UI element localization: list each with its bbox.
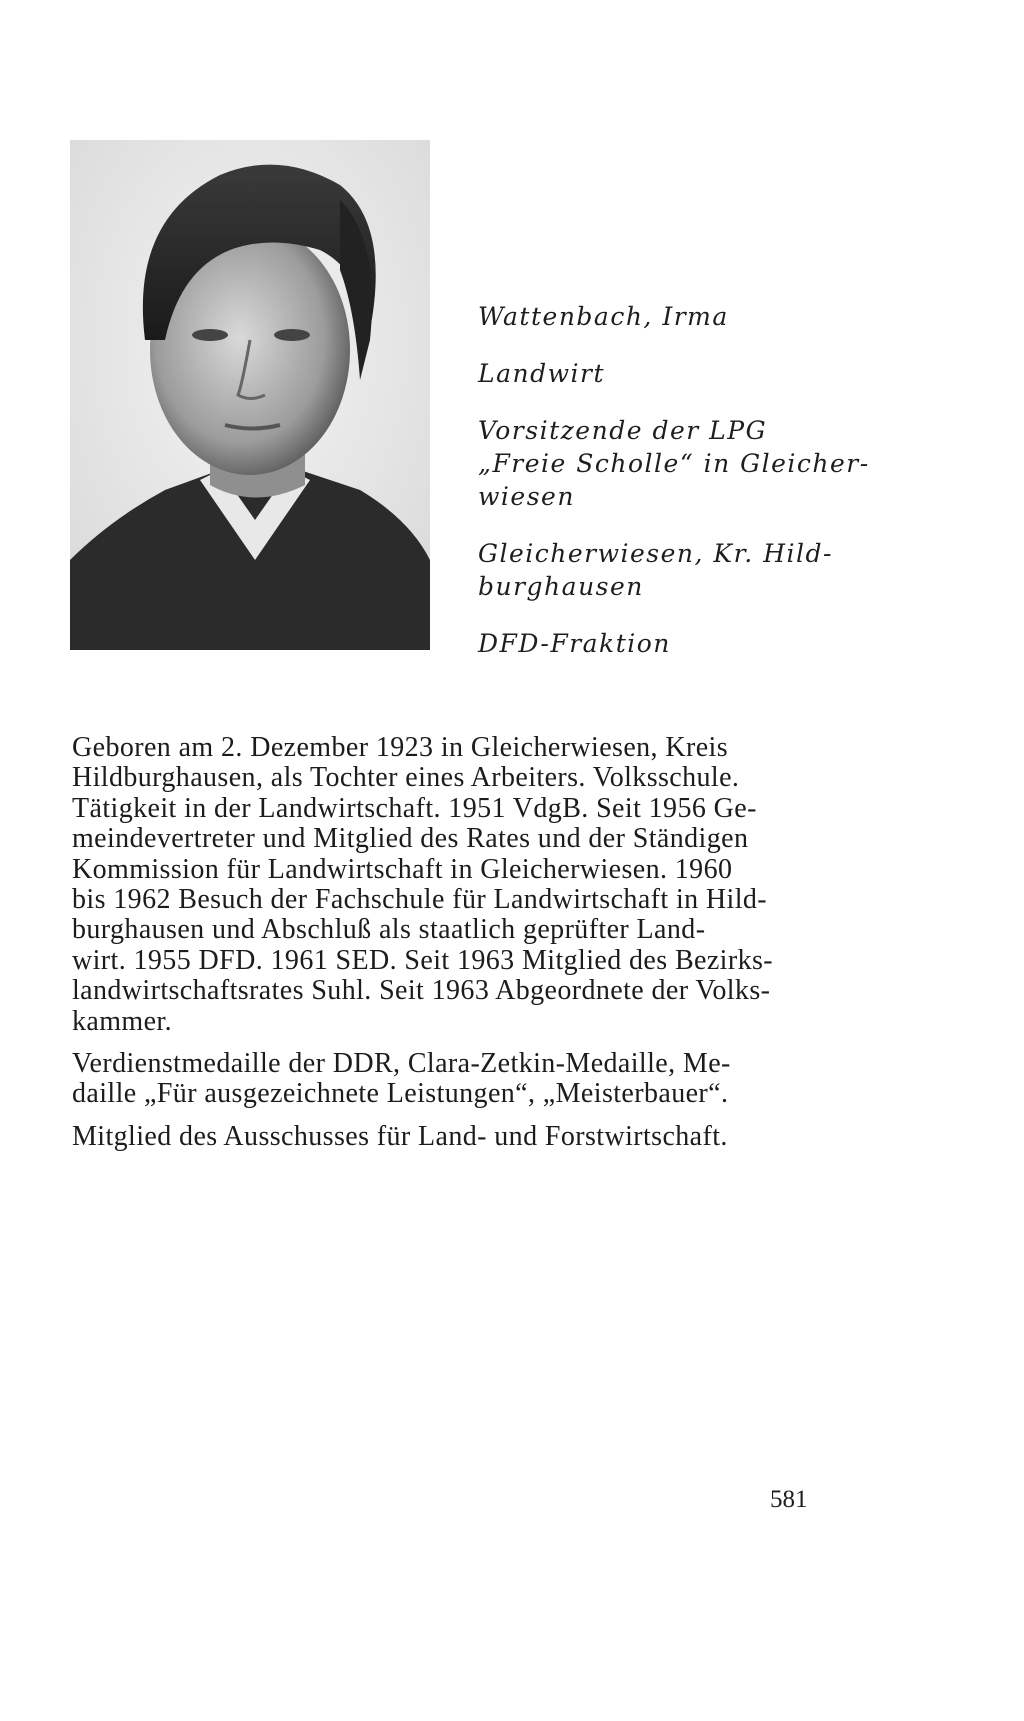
person-faction: DFD-Fraktion	[478, 629, 671, 658]
biography	[72, 733, 872, 1164]
biography-paragraph: Geboren am 2. Dezember 1923 in Gleicherwiesen, Kreis Hildburghausen, als Tochter eines Arbeiters. Volksschule. Tätigkeit in der Landwirtschaft. 1951 VdgB. Seit 1956 Ge- meindevertreter und Mitglied des Rates und der Ständigen Kommission für Landwirtschaft in Gleicherwiesen. 1960 bis 1962 Besuch der Fachschule für Landwirtschaft in Hild- burghausen und Abschluß als staatlich geprüfter Land- wirt. 1955 DFD. 1961 SED. Seit 1963 Mitglied des Bezirks- landwirtschaftsrates Suhl. Seit 1963 Abgeordnete der Volks- kammer.	[72, 732, 773, 1037]
person-occupation: Landwirt	[478, 359, 606, 388]
person-info	[478, 300, 878, 684]
person-residence: Gleicherwiesen, Kr. Hild- burghausen	[478, 539, 833, 601]
awards-paragraph: Verdienstmedaille der DDR, Clara-Zetkin-Medaille, Me- daille „Für ausgezeichnete Leistungen“, „Meisterbauer“.	[72, 1048, 731, 1110]
committee-paragraph: Mitglied des Ausschusses für Land- und Forstwirtschaft.	[72, 1120, 728, 1152]
person-position: Vorsitzende der LPG „Freie Scholle“ in Gleicher- wiesen	[478, 416, 870, 511]
portrait-photo	[70, 140, 430, 650]
person-name: Wattenbach, Irma	[478, 302, 729, 331]
page-number: 581	[770, 1486, 808, 1513]
